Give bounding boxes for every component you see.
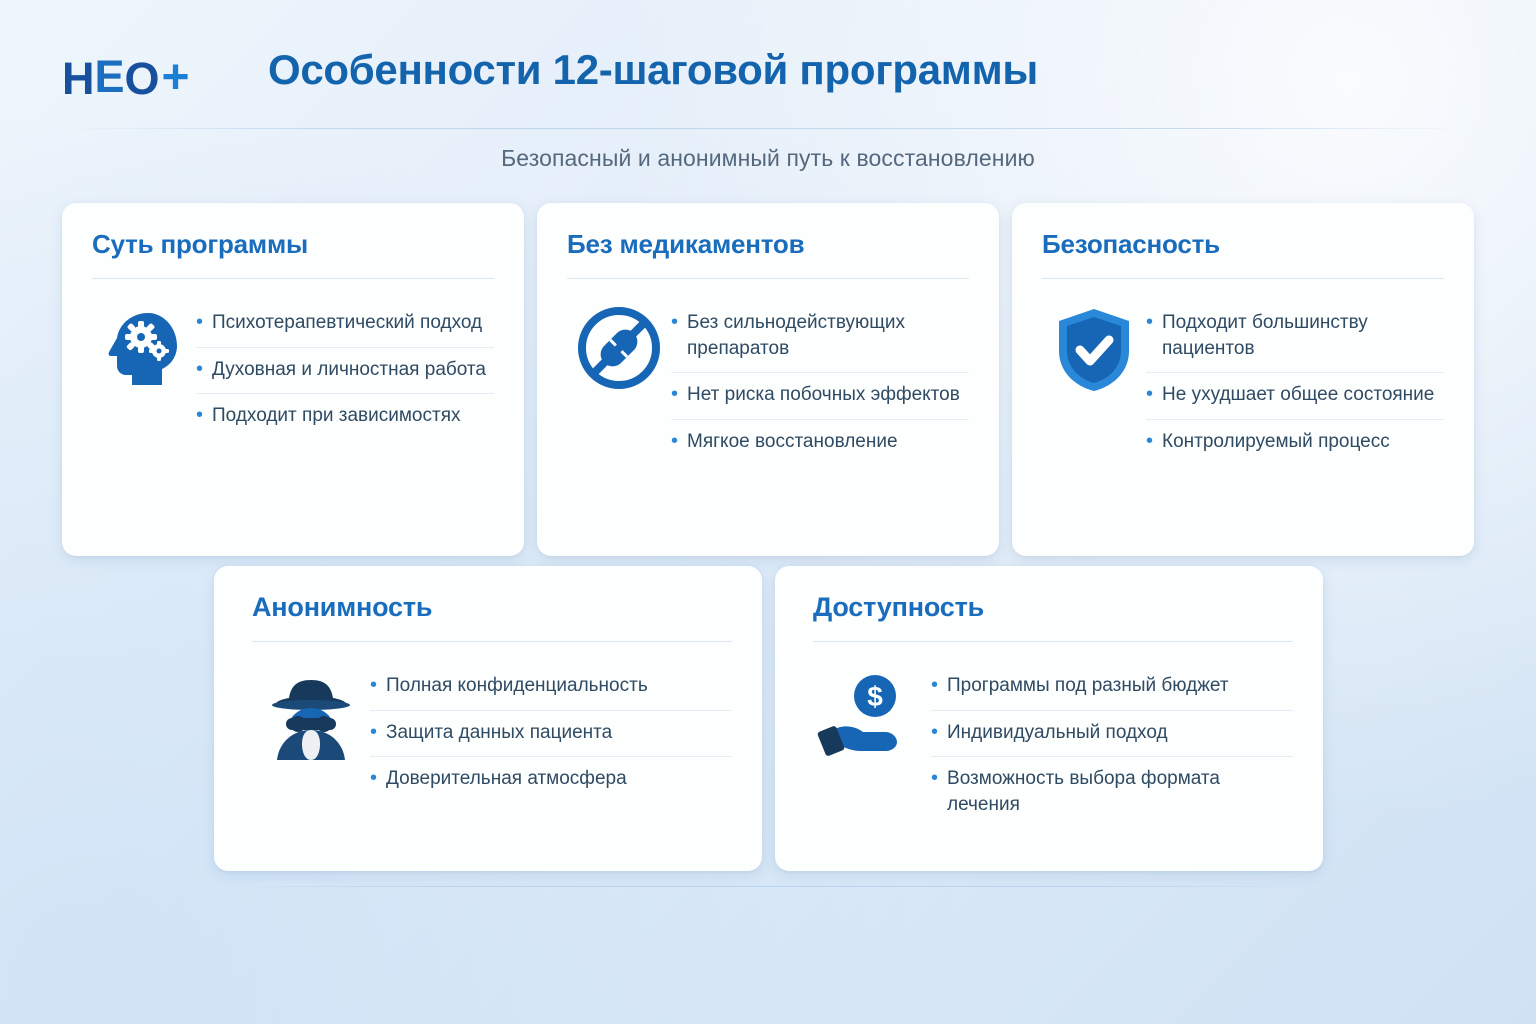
svg-text:$: $ <box>867 681 883 712</box>
brand-logo <box>62 52 190 104</box>
list-item-label: Защита данных пациента <box>386 721 613 743</box>
list-item <box>370 711 732 758</box>
card-essence <box>62 203 524 556</box>
list-item-label: Психотерапевтический подход <box>212 312 483 333</box>
list-item-label: Не ухудшает общее состояние <box>1162 384 1435 406</box>
list-item <box>1146 420 1444 466</box>
list-item-label: Подходит большинству пациентов <box>1162 312 1368 359</box>
list-item <box>931 711 1293 758</box>
bullet-marker: • <box>671 383 679 406</box>
bullet-marker: • <box>196 311 204 333</box>
no-pills-icon <box>567 301 671 391</box>
list-item <box>196 348 494 395</box>
bullet-marker: • <box>931 674 939 696</box>
card-safety-title: Безопасность <box>1042 229 1220 259</box>
card-safety-bullets <box>1146 301 1444 466</box>
card-affordability-title: Доступность <box>813 592 985 622</box>
incognito-hat-icon <box>252 664 370 764</box>
hand-coin-icon <box>813 664 931 764</box>
page-title: Особенности 12-шаговой программы <box>268 46 1038 93</box>
card-title-divider <box>92 278 494 279</box>
bullet-marker: • <box>671 429 679 452</box>
list-item-label: Полная конфиденциальность <box>386 675 648 696</box>
head-gears-icon <box>92 301 196 391</box>
card-affordability-bullets <box>931 664 1293 829</box>
bullet-marker: • <box>1146 383 1154 406</box>
list-item <box>931 664 1293 711</box>
brand-logo-text <box>62 50 160 104</box>
list-item <box>1146 373 1444 420</box>
list-item-label: Мягкое восстановление <box>687 430 898 452</box>
header-divider <box>62 128 1474 129</box>
bullet-marker: • <box>370 674 378 696</box>
logo-letter-o: O <box>124 52 160 104</box>
list-item <box>671 420 969 466</box>
list-item <box>370 664 732 711</box>
list-item-label: Контролируемый процесс <box>1162 430 1390 452</box>
list-item <box>196 301 494 348</box>
card-safety <box>1012 203 1474 556</box>
bullet-marker: • <box>196 404 204 427</box>
plus-icon: + <box>161 51 190 104</box>
card-essence-title: Суть программы <box>92 229 309 259</box>
card-title-divider <box>813 641 1293 642</box>
list-item-label: Без сильнодействующих препаратов <box>687 312 906 359</box>
card-title-divider <box>1042 278 1444 279</box>
card-affordability <box>775 566 1323 871</box>
card-title-divider <box>252 641 732 642</box>
list-item <box>1146 301 1444 373</box>
shield-check-icon <box>1042 301 1146 395</box>
bullet-marker: • <box>1146 311 1154 333</box>
list-item-label: Программы под разный бюджет <box>947 675 1229 696</box>
list-item <box>671 373 969 420</box>
list-item-label: Индивидуальный подход <box>947 721 1168 743</box>
list-item <box>370 757 732 803</box>
list-item-label: Духовная и личностная работа <box>212 358 486 380</box>
list-item <box>196 394 494 440</box>
bullet-marker: • <box>931 767 939 790</box>
card-title-divider <box>567 278 969 279</box>
card-essence-bullets <box>196 301 494 440</box>
card-no-medication <box>537 203 999 556</box>
card-anonymity-bullets <box>370 664 732 803</box>
bullet-marker: • <box>671 311 679 333</box>
poster-header <box>0 0 1536 128</box>
page-subtitle: Безопасный и анонимный путь к восстановлению <box>501 145 1035 171</box>
list-item <box>671 301 969 373</box>
list-item <box>931 757 1293 828</box>
list-item-label: Нет риска побочных эффектов <box>687 384 960 406</box>
footer-divider <box>218 886 1318 887</box>
card-no-medication-bullets <box>671 301 969 466</box>
logo-letter-e: E <box>94 50 125 102</box>
bullet-marker: • <box>196 357 204 380</box>
card-anonymity-title: Анонимность <box>252 592 433 622</box>
bullet-marker: • <box>1146 429 1154 452</box>
list-item-label: Возможность выбора формата лечения <box>947 768 1220 815</box>
bullet-marker: • <box>370 720 378 743</box>
list-item-label: Подходит при зависимостях <box>212 405 461 427</box>
bullet-marker: • <box>931 720 939 743</box>
card-anonymity <box>214 566 762 871</box>
card-no-medication-title: Без медикаментов <box>567 229 805 259</box>
bullet-marker: • <box>370 767 378 790</box>
logo-letter-n: H <box>62 52 95 104</box>
list-item-label: Доверительная атмосфера <box>386 768 627 790</box>
